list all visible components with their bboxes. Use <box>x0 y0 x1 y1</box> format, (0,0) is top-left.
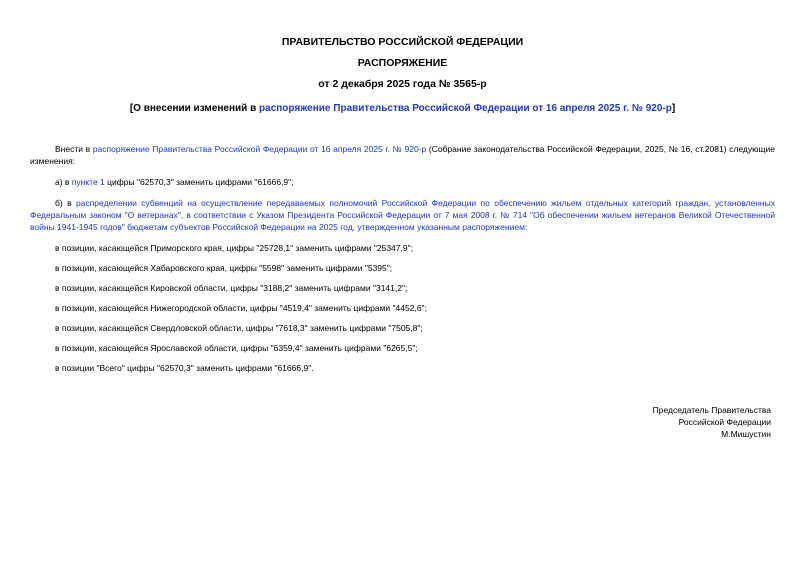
item-b-link-raspredelenie[interactable]: распределении субвенций на осуществление передаваемых полномочий Российской Федерации по обеспечению жильем отдельных категорий граждан, установленных Федеральным законом "О ветеранах", в соответствии с Указом Президента Российской Федерации от 7 мая 2008 г. № 714 "Об обеспечении жильем ветеранов Великой Отечественной войны 1941-1945 годов" бюджетам субъектов Российской Федерации на 2025 год, утвержденном указанным распоряжением: <box>30 198 775 232</box>
item-b-pre: б) в <box>55 198 76 208</box>
title-prefix: [О внесении изменений в <box>129 103 260 114</box>
item-a-post: цифры "62570,3" заменить цифрами "61666,9"; <box>104 177 294 187</box>
position-line-nizhegorodskaya: в позиции, касающейся Нижегородской области, цифры "4519,4" заменить цифрами "4452,6"; <box>55 303 427 313</box>
signature-position-line1: Председатель Правительства <box>652 405 771 415</box>
intro-paragraph <box>30 143 775 167</box>
position-line-vsego: в позиции "Всего" цифры "62570,3" заменить цифрами "61666,9". <box>55 363 314 373</box>
item-a-link-punkt1[interactable]: пункте 1 <box>71 177 105 187</box>
document-header <box>30 32 775 95</box>
title-link-920r[interactable]: распоряжение Правительства Российской Федерации от 16 апреля 2025 г. № 920-р <box>259 103 672 114</box>
item-a-pre: а) в <box>55 177 72 187</box>
position-line-primorsky: в позиции, касающейся Приморского края, цифры "25728,1" заменить цифрами "25347,9"; <box>55 243 413 253</box>
intro-link-920r[interactable]: распоряжение Правительства Российской Федерации от 16 апреля 2025 г. № 920-р <box>92 144 427 154</box>
position-line-yaroslavskaya: в позиции, касающейся Ярославской области, цифры "6359,4" заменить цифрами "6265,5"; <box>55 343 418 353</box>
document-body <box>30 143 775 374</box>
item-a-paragraph <box>30 176 775 188</box>
positions-list <box>30 242 775 374</box>
position-line-khabarovsky: в позиции, касающейся Хабаровского края, цифры "5598" заменить цифрами "5395"; <box>55 263 393 273</box>
document-title <box>30 103 775 115</box>
intro-post: (Собрание законодательства Российской Федерации, 2025, № 16, ст.2081) следующие изменения: <box>30 144 775 166</box>
signature-block <box>30 404 775 440</box>
header-doc-type: РАСПОРЯЖЕНИЕ <box>357 57 448 69</box>
header-org: ПРАВИТЕЛЬСТВО РОССИЙСКОЙ ФЕДЕРАЦИИ <box>281 36 524 48</box>
intro-pre: Внести в <box>55 144 93 154</box>
signature-name: М.Мишустин <box>721 429 771 439</box>
header-date-number: от 2 декабря 2025 года № 3565-р <box>318 78 487 90</box>
signature-position-line2: Российской Федерации <box>678 417 771 427</box>
title-suffix: ] <box>671 103 676 114</box>
position-line-sverdlovskaya: в позиции, касающейся Свердловской области, цифры "7618,3" заменить цифрами "7505,8"; <box>55 323 423 333</box>
position-line-kirovskaya: в позиции, касающейся Кировской области, цифры "3188,2" заменить цифрами "3141,2"; <box>55 283 408 293</box>
item-b-paragraph <box>30 197 775 233</box>
